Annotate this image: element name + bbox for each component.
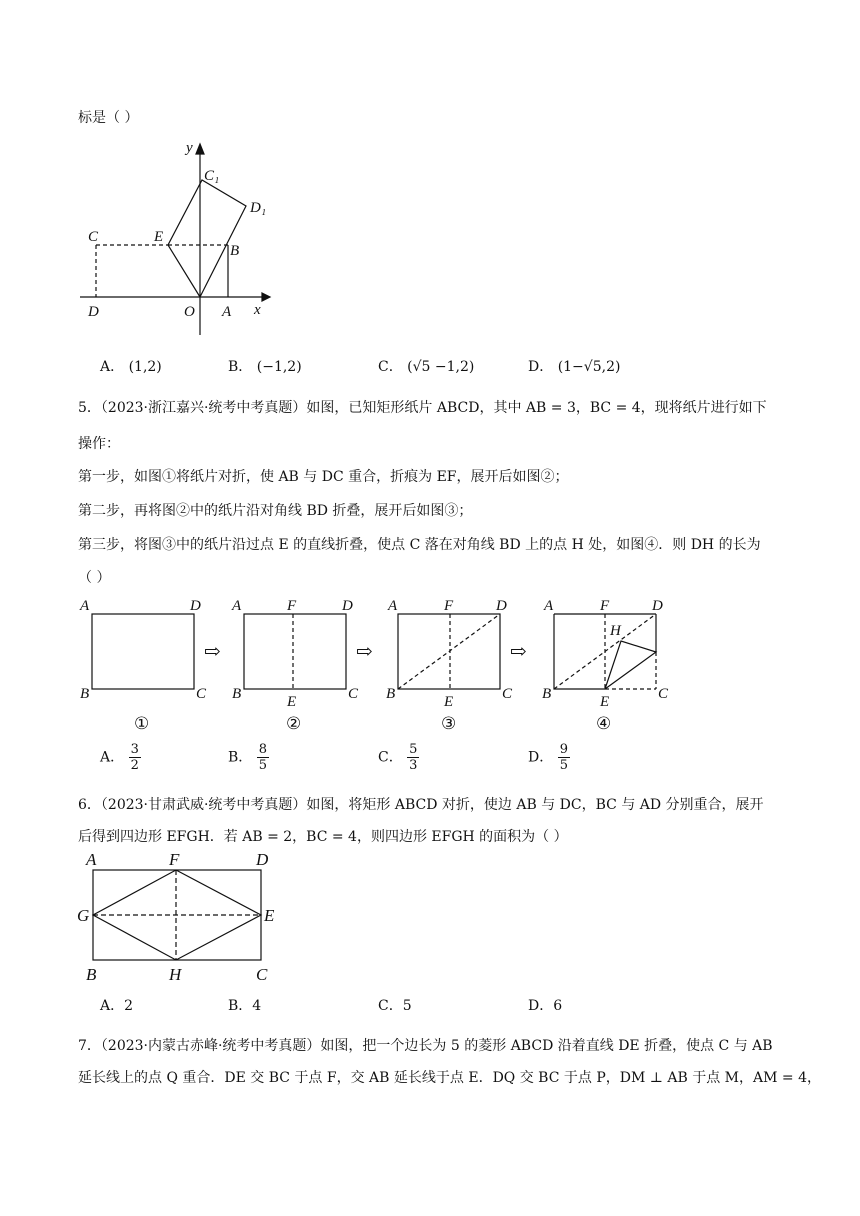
figure-number: ④ [596, 714, 612, 732]
figure-number: ① [134, 714, 150, 732]
q5-option-a: A． $\frac{3}{2}$ [100, 742, 139, 773]
label-d: D [652, 598, 663, 614]
label-a: A [80, 598, 90, 614]
label-d1: D₁ [250, 200, 267, 216]
arrow-icon: ⇨ [510, 641, 527, 663]
label-a: A [86, 850, 97, 869]
q4-option-c: C． (√5 −1,2) [378, 359, 475, 375]
q5-line-2: 操作： [78, 436, 120, 452]
label-a: A [388, 598, 398, 614]
q6-option-c: C．5 [378, 998, 412, 1014]
label-g: G [77, 906, 90, 925]
q6-line-2: 后得到四边形 EFGH．若 AB = 2，BC = 4，则四边形 EFGH 的面积为（ ） [78, 829, 568, 845]
label-f: F [169, 850, 180, 869]
q7-line-2: 延长线上的点 Q 重合．DE 交 BC 于点 F，交 AB 延长线于点 E．DQ 交 BC 于点 P，DM ⊥ AB 于点 M，AM = 4， [78, 1070, 821, 1086]
label-e: E [264, 906, 275, 925]
label-d: D [190, 598, 201, 614]
figure-number: ② [286, 714, 302, 732]
label-b: B [80, 686, 90, 702]
label-a: A [544, 598, 554, 614]
q5-line-1: 5．（2023·浙江嘉兴·统考中考真题）如图，已知矩形纸片 ABCD，其中 AB = 3，BC = 4，现将纸片进行如下 [78, 400, 767, 416]
q5-line-5: 第三步，将图③中的纸片沿过点 E 的直线折叠，使点 C 落在对角线 BD 上的点 H 处，如图④．则 DH 的长为 [78, 537, 761, 553]
label-e: E [600, 694, 610, 710]
q5-option-b: B． $\frac{8}{5}$ [228, 742, 268, 773]
label-o: O [184, 304, 195, 320]
label-d: D [256, 850, 269, 869]
label-b: B [86, 965, 97, 984]
label-b: B [542, 686, 552, 702]
label-d: D [342, 598, 353, 614]
label-h: H [610, 623, 621, 639]
q4-stem-tail: 标是（ ） [78, 110, 139, 126]
q4-option-d: D． (1−√5,2) [528, 359, 621, 375]
q5-fold-sequence-figure [76, 592, 696, 732]
label-c: C [502, 686, 513, 702]
q6-option-b: B．4 [228, 998, 262, 1014]
label-h: H [169, 965, 182, 984]
label-y: y [186, 140, 193, 156]
label-e: E [287, 694, 297, 710]
figure-number: ③ [441, 714, 457, 732]
q4-option-a: A． (1,2) [100, 359, 162, 375]
q6-option-a: A．2 [100, 998, 134, 1014]
label-c: C [196, 686, 207, 702]
label-d: D [88, 304, 99, 320]
label-e: E [154, 229, 164, 245]
q6-line-1: 6．（2023·甘肃武威·统考中考真题）如图，将矩形 ABCD 对折，使边 AB 与 DC，BC 与 AD 分别重合，展开 [78, 797, 764, 813]
label-c: C [348, 686, 359, 702]
q5-option-c: C． $\frac{5}{3}$ [378, 742, 418, 773]
label-f: F [600, 598, 610, 614]
label-e: E [444, 694, 454, 710]
q4-option-b: B． (−1,2) [228, 359, 302, 375]
label-c1: C₁ [204, 168, 220, 184]
q5-line-4: 第二步，再将图②中的纸片沿对角线 BD 折叠，展开后如图③； [78, 503, 473, 519]
label-b: B [230, 243, 240, 259]
q5-line-3: 第一步，如图①将纸片对折，使 AB 与 DC 重合，折痕为 EF，展开后如图②； [78, 469, 569, 485]
label-a: A [232, 598, 242, 614]
label-x: x [254, 302, 261, 318]
arrow-icon: ⇨ [356, 641, 373, 663]
q6-rhombus-figure [76, 848, 286, 988]
q6-option-d: D．6 [528, 998, 563, 1014]
q7-line-1: 7．（2023·内蒙古赤峰·统考中考真题）如图，把一个边长为 5 的菱形 ABCD 沿着直线 DE 折叠，使点 C 与 AB [78, 1038, 773, 1054]
label-b: B [386, 686, 396, 702]
label-c: C [658, 686, 669, 702]
q5-line-6: （ ） [78, 570, 111, 586]
arrow-icon: ⇨ [204, 641, 221, 663]
label-b: B [232, 686, 242, 702]
label-d: D [496, 598, 507, 614]
label-f: F [287, 598, 297, 614]
q5-option-d: D． $\frac{9}{5}$ [528, 742, 568, 773]
label-c: C [88, 229, 99, 245]
label-c: C [256, 965, 268, 984]
label-a: A [222, 304, 232, 320]
q4-coordinate-figure [76, 138, 276, 343]
label-f: F [444, 598, 454, 614]
